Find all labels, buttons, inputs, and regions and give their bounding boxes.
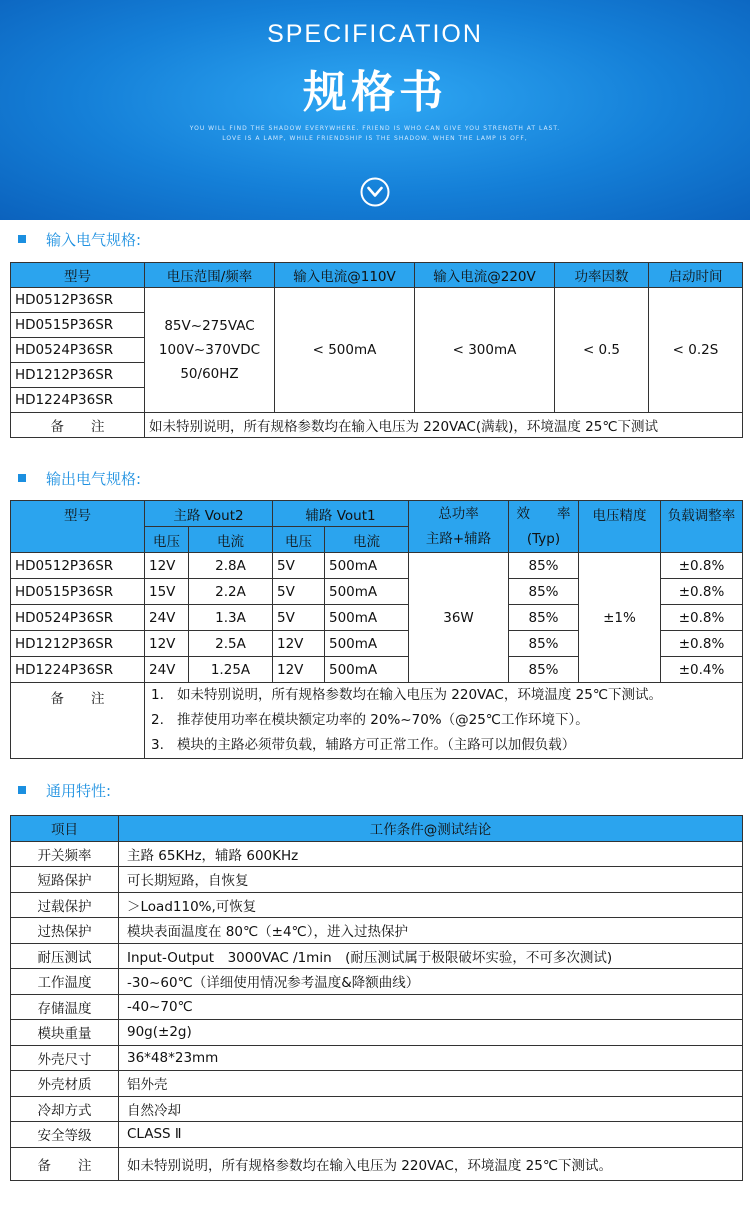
main-current-cell: 1.3A [189,605,273,631]
table-header-row [11,263,743,288]
header-line: 总功率 [438,505,479,522]
value-cell: 自然冷却 [119,1096,743,1122]
output-spec-table [10,500,743,759]
main-current-cell: 2.2A [189,579,273,605]
bullet-square-icon [18,235,26,243]
banner-title-en: SPECIFICATION [267,20,483,48]
table-row [11,1020,743,1046]
section-title-text: 输出电气规格: [46,469,142,488]
main-current-cell: 2.5A [189,631,273,657]
section-title-text: 通用特性: [46,781,112,800]
item-cell: 外壳尺寸 [11,1045,119,1071]
aux-current-cell: 500mA [325,605,409,631]
voltage-accuracy-cell: ±1% [579,553,661,683]
table-header: 输入电流@220V [415,263,555,288]
item-cell: 外壳材质 [11,1071,119,1097]
main-voltage-cell: 12V [145,631,189,657]
note-number: 3. [151,737,164,753]
table-row [11,683,743,759]
aux-current-cell: 500mA [325,657,409,683]
note-number: 1. [151,687,164,703]
input-current-220-cell: < 300mA [415,288,555,413]
banner-tagline: YOU WILL FIND THE SHADOW EVERYWHERE. FRIEND IS WHO CAN GIVE YOU STRENGTH AT LAST. [189,125,561,132]
table-header: 功率因数 [555,263,649,288]
table-header: 工作条件@测试结论 [119,816,743,842]
header-line: 效 率 [516,505,571,522]
table-header: 电压 [273,527,325,553]
model-cell: HD0512P36SR [11,288,145,313]
table-row [11,288,743,313]
aux-current-cell: 500mA [325,631,409,657]
table-header: 主路 Vout2 [145,501,273,527]
aux-voltage-cell: 12V [273,657,325,683]
note-text: 模块的主路必须带负载，辅路方可正常工作。（主路可以加假负载） [177,737,576,753]
table-row [11,553,743,579]
main-voltage-cell: 24V [145,657,189,683]
main-voltage-cell: 24V [145,605,189,631]
value-cell: 铝外壳 [119,1071,743,1097]
load-regulation-cell: ±0.8% [661,553,743,579]
table-row [11,841,743,867]
item-cell: 耐压测试 [11,943,119,969]
value-cell: -40~70℃ [119,994,743,1020]
table-row [11,994,743,1020]
bullet-square-icon [18,474,26,482]
table-row [11,413,743,438]
table-row [11,1096,743,1122]
note-text: 如未特别说明，所有规格参数均在输入电压为 220VAC，环境温度 25℃下测试。 [177,687,662,703]
model-cell: HD1212P36SR [11,363,145,388]
note-item [145,708,742,733]
model-cell: HD0524P36SR [11,605,145,631]
table-header: 输入电流@110V [275,263,415,288]
aux-voltage-cell: 5V [273,579,325,605]
table-row [11,1147,743,1180]
load-regulation-cell: ±0.8% [661,631,743,657]
note-text: 推荐使用功率在模块额定功率的 20%~70%（@25℃工作环境下）。 [177,712,589,728]
load-regulation-cell: ±0.4% [661,657,743,683]
table-header [509,501,579,553]
item-cell: 开关频率 [11,841,119,867]
efficiency-cell: 85% [509,631,579,657]
value-cell: 可长期短路，自恢复 [119,867,743,893]
table-header: 负载调整率 [661,501,743,553]
aux-voltage-cell: 5V [273,605,325,631]
header-banner [0,0,750,220]
note-item [145,683,742,708]
item-cell: 冷却方式 [11,1096,119,1122]
table-header-row [11,816,743,842]
item-cell: 安全等级 [11,1122,119,1148]
total-power-cell: 36W [409,553,509,683]
item-cell: 备 注 [11,1147,119,1180]
banner-title-cn: 规格书 [303,67,447,118]
model-cell: HD0515P36SR [11,313,145,338]
voltage-line: 100V~370VDC [158,342,261,358]
value-cell: 36*48*23mm [119,1045,743,1071]
output-section-title [18,468,141,488]
efficiency-cell: 85% [509,553,579,579]
note-number: 2. [151,712,164,728]
table-row [11,943,743,969]
value-cell: 主路 65KHz，辅路 600KHz [119,841,743,867]
table-row [11,1122,743,1148]
model-cell: HD0524P36SR [11,338,145,363]
value-cell: CLASS Ⅱ [119,1122,743,1148]
table-header: 辅路 Vout1 [273,501,409,527]
table-row [11,892,743,918]
main-voltage-cell: 15V [145,579,189,605]
voltage-line: 85V~275VAC [164,318,255,334]
table-header [409,501,509,553]
general-spec-table [10,815,743,1181]
model-cell: HD1224P36SR [11,657,145,683]
model-cell: HD0512P36SR [11,553,145,579]
note-item [145,733,742,758]
main-current-cell: 1.25A [189,657,273,683]
item-cell: 过热保护 [11,918,119,944]
note-label: 备 注 [11,413,145,438]
aux-voltage-cell: 5V [273,553,325,579]
value-cell: Input-Output 3000VAC /1min (耐压测试属于极限破坏实验，不可多次测试) [119,943,743,969]
load-regulation-cell: ±0.8% [661,579,743,605]
model-cell: HD1224P36SR [11,388,145,413]
bullet-square-icon [18,786,26,794]
main-current-cell: 2.8A [189,553,273,579]
value-cell: ＞Load110%,可恢复 [119,892,743,918]
note-label: 备 注 [11,683,145,759]
load-regulation-cell: ±0.8% [661,605,743,631]
power-factor-cell: < 0.5 [555,288,649,413]
notes-cell [145,683,743,759]
table-header: 电压范围/频率 [145,263,275,288]
table-row [11,867,743,893]
table-header: 电流 [189,527,273,553]
table-header: 启动时间 [649,263,743,288]
aux-voltage-cell: 12V [273,631,325,657]
table-header: 电压 [145,527,189,553]
input-section-title [18,229,141,249]
table-header: 电压精度 [579,501,661,553]
chevron-down-circle-icon [360,177,390,207]
efficiency-cell: 85% [509,657,579,683]
item-cell: 存储温度 [11,994,119,1020]
item-cell: 短路保护 [11,867,119,893]
header-line: (Typ) [526,530,561,547]
note-text: 如未特别说明，所有规格参数均在输入电压为 220VAC(满载)，环境温度 25℃下测试 [145,413,743,438]
aux-current-cell: 500mA [325,553,409,579]
item-cell: 过载保护 [11,892,119,918]
aux-current-cell: 500mA [325,579,409,605]
value-cell: 如未特别说明，所有规格参数均在输入电压为 220VAC，环境温度 25℃下测试。 [119,1147,743,1180]
model-cell: HD1212P36SR [11,631,145,657]
efficiency-cell: 85% [509,605,579,631]
table-header-row [11,501,743,527]
table-row [11,918,743,944]
value-cell: 模块表面温度在 80℃（±4℃），进入过热保护 [119,918,743,944]
model-cell: HD0515P36SR [11,579,145,605]
startup-time-cell: < 0.2S [649,288,743,413]
banner-tagline: LOVE IS A LAMP, WHILE FRIENDSHIP IS THE SHADOW. WHEN THE LAMP IS OFF, [222,135,528,142]
table-row [11,1045,743,1071]
general-section-title [18,780,111,800]
efficiency-cell: 85% [509,579,579,605]
value-cell: -30~60℃（详细使用情况参考温度&降额曲线） [119,969,743,995]
frequency-line: 50/60HZ [180,366,239,382]
table-header: 型号 [11,263,145,288]
table-header: 电流 [325,527,409,553]
main-voltage-cell: 12V [145,553,189,579]
input-current-110-cell: < 500mA [275,288,415,413]
item-cell: 模块重量 [11,1020,119,1046]
value-cell: 90g(±2g) [119,1020,743,1046]
section-title-text: 输入电气规格: [46,230,142,249]
table-row [11,1071,743,1097]
table-row [11,969,743,995]
voltage-range-cell [145,288,275,413]
header-line: 主路+辅路 [425,530,492,547]
input-spec-table [10,262,743,438]
table-header: 型号 [11,501,145,553]
item-cell: 工作温度 [11,969,119,995]
table-header: 项目 [11,816,119,842]
